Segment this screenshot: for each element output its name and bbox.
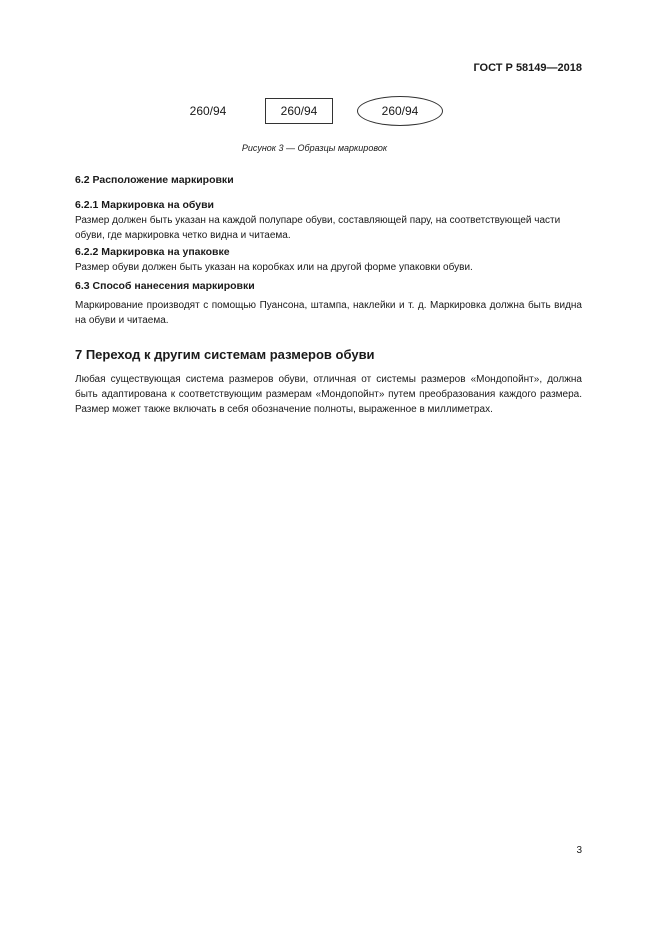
section-7-title: 7 Переход к другим системам размеров обуви <box>75 347 375 362</box>
figure-caption: Рисунок 3 — Образцы маркировок <box>241 143 388 153</box>
section-7-text: Любая существующая система размеров обуви, отличная от системы размеров «Мондопойнт», должна быть адаптирована к соответствующим размерам «Мондопойнт» путем преобразования каждого размера. Размер может также включать в себя обозначение полноты, выраженное в миллиметрах. <box>75 374 582 415</box>
section-6-2-1-text: Размер должен быть указан на каждой полупаре обуви, составляющей пару, на соответствующей части обуви, где маркировка четко видна и читаема. <box>75 215 561 241</box>
marking-sample-oval: 260/94 <box>357 96 443 126</box>
section-6-2-2-text: Размер обуви должен быть указан на коробках или на другой форме упаковки обуви. <box>75 262 473 273</box>
section-6-3-title: 6.3 Способ нанесения маркировки <box>75 280 255 292</box>
section-6-2-1-title: 6.2.1 Маркировка на обуви <box>75 199 215 211</box>
document-header-standard: ГОСТ Р 58149—2018 <box>473 62 582 74</box>
page-number: 3 <box>576 845 582 856</box>
section-6-3-text: Маркирование производят с помощью Пуансона, штампа, наклейки и т. д. Маркировка должна быть видна на обуви и читаема. <box>75 300 582 326</box>
section-6-2-2-title: 6.2.2 Маркировка на упаковке <box>75 246 230 258</box>
marking-sample-plain: 260/94 <box>189 104 227 118</box>
figure-marking-samples <box>0 96 661 126</box>
marking-sample-boxed: 260/94 <box>265 98 333 124</box>
document-body <box>75 173 582 417</box>
section-6-2-title: 6.2 Расположение маркировки <box>75 174 234 186</box>
